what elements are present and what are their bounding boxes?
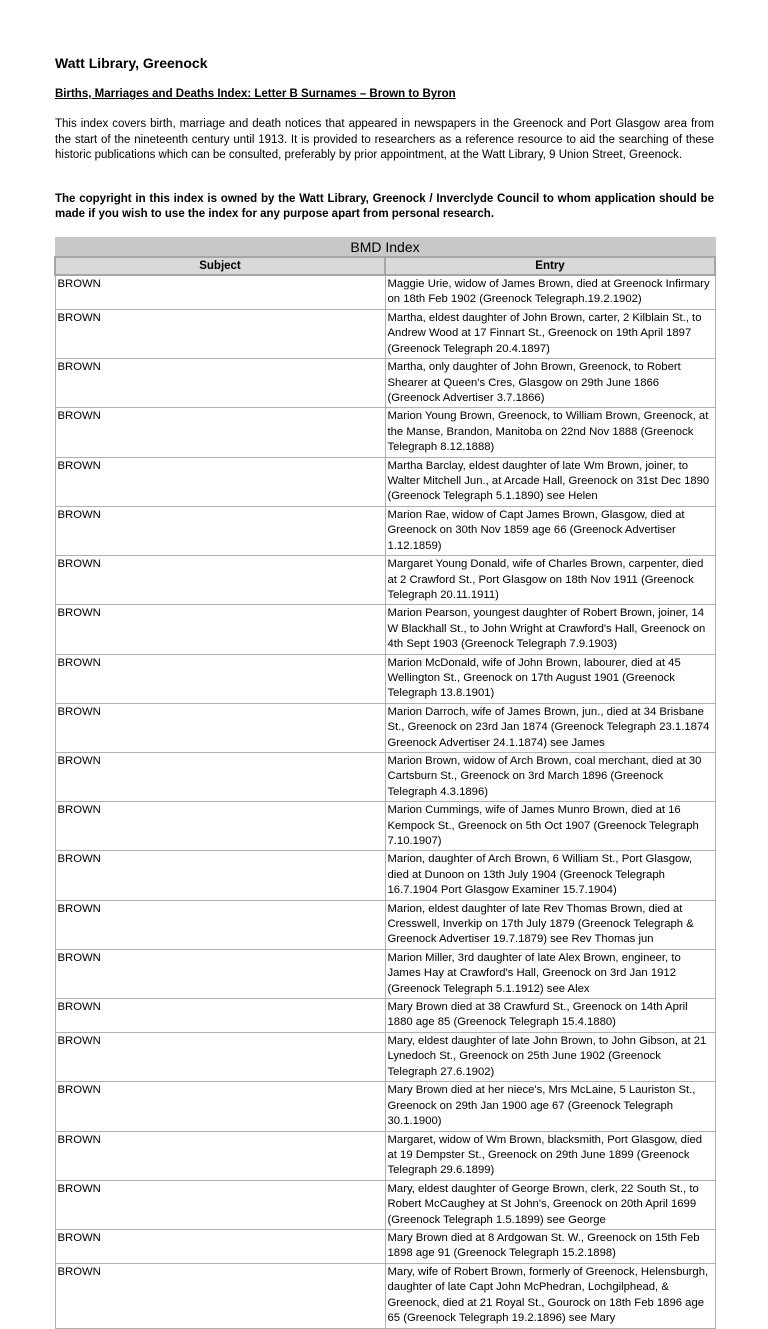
index-subtitle: Births, Marriages and Deaths Index: Letter B Surnames – Brown to Byron	[55, 88, 456, 100]
table-row	[55, 851, 715, 900]
subject-cell: BROWN	[55, 1082, 385, 1131]
table-row	[55, 1180, 715, 1229]
entry-cell: Marion Darroch, wife of James Brown, jun., died at 34 Brisbane St., Greenock on 23rd Jan 1874 (Greenock Telegraph 23.1.1874 Greenock Advertiser 24.1.1874) see James	[385, 703, 715, 752]
table-caption: BMD Index	[55, 238, 715, 258]
subject-cell: BROWN	[55, 1033, 385, 1082]
table-row	[55, 605, 715, 654]
table-row	[55, 999, 715, 1033]
subject-cell: BROWN	[55, 752, 385, 801]
subject-cell: BROWN	[55, 900, 385, 949]
entry-cell: Mary, eldest daughter of late John Brown, to John Gibson, at 21 Lynedoch St., Greenock on 25th June 1902 (Greenock Telegraph 27.6.1902)	[385, 1033, 715, 1082]
table-row	[55, 1033, 715, 1082]
entry-cell: Marion McDonald, wife of John Brown, labourer, died at 45 Wellington St., Greenock on 17th August 1901 (Greenock Telegraph 13.8.1901)	[385, 654, 715, 703]
entry-cell: Maggie Urie, widow of James Brown, died at Greenock Infirmary on 18th Feb 1902 (Greenock Telegraph.19.2.1902)	[385, 275, 715, 310]
table-body	[55, 275, 715, 1328]
table-row	[55, 556, 715, 605]
entry-cell: Marion Young Brown, Greenock, to William Brown, Greenock, at the Manse, Brandon, Manitoba on 22nd Nov 1888 (Greenock Telegraph 8.12.1888)	[385, 408, 715, 457]
subject-cell: BROWN	[55, 310, 385, 359]
entry-cell: Martha, eldest daughter of John Brown, carter, 2 Kilblain St., to Andrew Wood at 17 Finnart St., Greenock on 19th April 1897 (Greenock Telegraph 20.4.1897)	[385, 310, 715, 359]
column-header-subject: Subject	[55, 257, 385, 275]
entry-cell: Margaret Young Donald, wife of Charles Brown, carpenter, died at 2 Crawford St., Port Glasgow on 18th Nov 1911 (Greenock Telegraph 20.11.1911)	[385, 556, 715, 605]
entry-cell: Martha Barclay, eldest daughter of late Wm Brown, joiner, to Walter Mitchell Jun., at Arcade Hall, Greenock on 31st Dec 1890 (Greenock Telegraph 5.1.1890) see Helen	[385, 457, 715, 506]
table-row	[55, 1263, 715, 1328]
subject-cell: BROWN	[55, 1131, 385, 1180]
subject-cell: BROWN	[55, 506, 385, 555]
bmd-index-table	[54, 237, 716, 1329]
subject-cell: BROWN	[55, 556, 385, 605]
entry-cell: Mary Brown died at 38 Crawfurd St., Greenock on 14th April 1880 age 85 (Greenock Telegraph 15.4.1880)	[385, 999, 715, 1033]
subject-cell: BROWN	[55, 1263, 385, 1328]
entry-cell: Marion, daughter of Arch Brown, 6 William St., Port Glasgow, died at Dunoon on 13th July 1904 (Greenock Telegraph 16.7.1904 Port Glasgow Examiner 15.7.1904)	[385, 851, 715, 900]
subject-cell: BROWN	[55, 457, 385, 506]
table-row	[55, 310, 715, 359]
subject-cell: BROWN	[55, 703, 385, 752]
table-row	[55, 752, 715, 801]
entry-cell: Marion Pearson, youngest daughter of Robert Brown, joiner, 14 W Blackhall St., to John Wright at Crawford's Hall, Greenock on 4th Sept 1903 (Greenock Telegraph 7.9.1903)	[385, 605, 715, 654]
subject-cell: BROWN	[55, 1180, 385, 1229]
table-row	[55, 1131, 715, 1180]
subject-cell: BROWN	[55, 1229, 385, 1263]
table-row	[55, 359, 715, 408]
page-title: Watt Library, Greenock	[55, 55, 208, 71]
table-row	[55, 408, 715, 457]
table-row	[55, 802, 715, 851]
entry-cell: Mary Brown died at her niece's, Mrs McLaine, 5 Lauriston St., Greenock on 29th Jan 1900 age 67 (Greenock Telegraph 30.1.1900)	[385, 1082, 715, 1131]
table-row	[55, 703, 715, 752]
table-row	[55, 949, 715, 998]
table-row	[55, 1229, 715, 1263]
subject-cell: BROWN	[55, 802, 385, 851]
column-header-entry: Entry	[385, 257, 715, 275]
subject-cell: BROWN	[55, 408, 385, 457]
subject-cell: BROWN	[55, 605, 385, 654]
subject-cell: BROWN	[55, 275, 385, 310]
subject-cell: BROWN	[55, 654, 385, 703]
entry-cell: Marion Miller, 3rd daughter of late Alex Brown, engineer, to James Hay at Crawford's Hall, Greenock on 3rd Jan 1912 (Greenock Telegraph 5.1.1912) see Alex	[385, 949, 715, 998]
entry-cell: Mary Brown died at 8 Ardgowan St. W., Greenock on 15th Feb 1898 age 91 (Greenock Telegraph 15.2.1898)	[385, 1229, 715, 1263]
table-row	[55, 275, 715, 310]
table-row	[55, 654, 715, 703]
entry-cell: Marion Cummings, wife of James Munro Brown, died at 16 Kempock St., Greenock on 5th Oct 1907 (Greenock Telegraph 7.10.1907)	[385, 802, 715, 851]
table-row	[55, 900, 715, 949]
entry-cell: Marion, eldest daughter of late Rev Thomas Brown, died at Cresswell, Inverkip on 17th July 1879 (Greenock Telegraph & Greenock Advertiser 19.7.1879) see Rev Thomas jun	[385, 900, 715, 949]
subject-cell: BROWN	[55, 999, 385, 1033]
intro-paragraph: This index covers birth, marriage and death notices that appeared in newspapers in the Greenock and Port Glasgow area from the start of the nineteenth century until 1913. It is provided to researchers as a reference resource to aid the searching of these historic publications which can be consulted, preferably by prior appointment, at the Watt Library, 9 Union Street, Greenock.	[55, 118, 714, 161]
entry-cell: Mary, wife of Robert Brown, formerly of Greenock, Helensburgh, daughter of late Capt John McPhedran, Lochgilphead, & Greenock, died at 21 Royal St., Gourock on 18th Feb 1896 age 65 (Greenock Telegraph 19.2.1896) see Mary	[385, 1263, 715, 1328]
table-row	[55, 506, 715, 555]
table-row	[55, 457, 715, 506]
copyright-notice: The copyright in this index is owned by the Watt Library, Greenock / Inverclyde Council to whom application should be made if you wish to use the index for any purpose apart from personal research.	[55, 193, 714, 220]
subject-cell: BROWN	[55, 359, 385, 408]
entry-cell: Margaret, widow of Wm Brown, blacksmith, Port Glasgow, died at 19 Dempster St., Greenock on 29th June 1899 (Greenock Telegraph 29.6.1899)	[385, 1131, 715, 1180]
subject-cell: BROWN	[55, 851, 385, 900]
entry-cell: Marion Brown, widow of Arch Brown, coal merchant, died at 30 Cartsburn St., Greenock on 3rd March 1896 (Greenock Telegraph 4.3.1896)	[385, 752, 715, 801]
entry-cell: Mary, eldest daughter of George Brown, clerk, 22 South St., to Robert McCaughey at St John's, Greenock on 20th April 1699 (Greenock Telegraph 1.5.1899) see George	[385, 1180, 715, 1229]
subject-cell: BROWN	[55, 949, 385, 998]
entry-cell: Marion Rae, widow of Capt James Brown, Glasgow, died at Greenock on 30th Nov 1859 age 66 (Greenock Advertiser 1.12.1859)	[385, 506, 715, 555]
entry-cell: Martha, only daughter of John Brown, Greenock, to Robert Shearer at Queen's Cres, Glasgow on 29th June 1866 (Greenock Advertiser 3.7.1866)	[385, 359, 715, 408]
table-row	[55, 1082, 715, 1131]
